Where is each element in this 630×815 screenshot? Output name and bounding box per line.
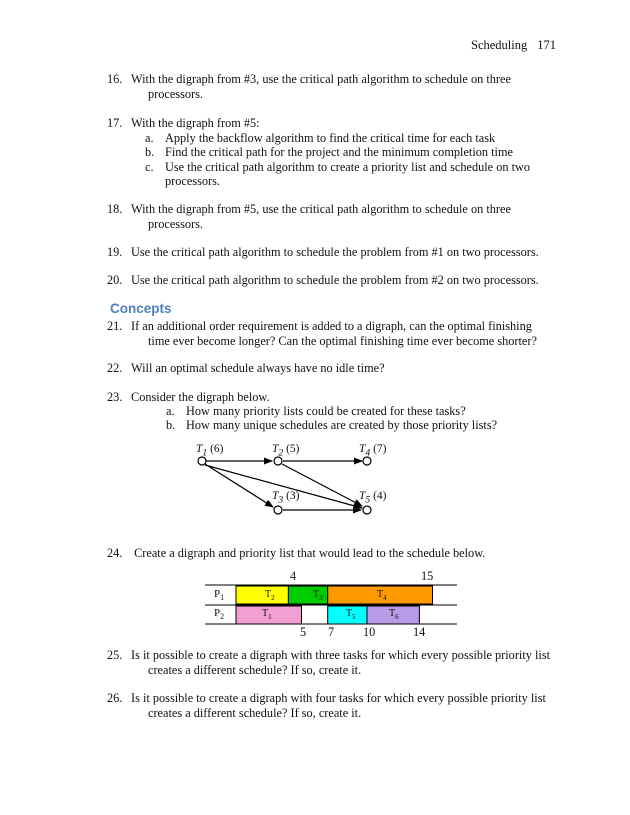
schedule-bar-p1-t2 — [236, 586, 288, 604]
item-text: Use the critical path algorithm to create a priority list and schedule on two — [165, 160, 531, 174]
question-text: Will an optimal schedule always have no idle time? — [131, 361, 385, 375]
page-number: 171 — [537, 38, 556, 52]
question-number: 24. — [107, 546, 123, 560]
tick-label-bottom-7: 7 — [328, 625, 335, 639]
question-text: Is it possible to create a digraph with four tasks for which every possible priority list — [131, 691, 546, 705]
item-text: Apply the backflow algorithm to find the critical time for each task — [165, 131, 496, 145]
node-label-t4: $T_4$ (7) — [359, 443, 387, 459]
question-text-cont: processors. — [148, 87, 203, 101]
question-26 — [107, 691, 571, 721]
question-number: 21. — [107, 319, 123, 333]
node-label-t1: $T_1$ (6) — [196, 443, 224, 459]
item-letter: b. — [166, 418, 176, 432]
question-text-cont: creates a different schedule? If so, create it. — [148, 706, 362, 720]
bar-label-p2-t5: $T_5$ — [346, 608, 356, 621]
bar-label-p2-t1: $T_1$ — [262, 608, 272, 621]
tick-label-top-15: 15 — [421, 569, 434, 583]
bar-label-p1-t4: $T_4$ — [377, 589, 387, 602]
question-number: 22. — [107, 361, 123, 375]
bar-label-p2-t6: $T_6$ — [389, 608, 399, 621]
item-text-cont: processors. — [165, 174, 220, 189]
question-number: 23. — [107, 390, 123, 404]
section-heading-concepts: Concepts — [110, 301, 172, 316]
question-text: Create a digraph and priority list that would lead to the schedule below. — [131, 546, 486, 560]
question-text: With the digraph from #5, use the critical path algorithm to schedule on three — [131, 202, 511, 216]
tick-label-top-4: 4 — [290, 569, 297, 583]
question-text: If an additional order requirement is added to a digraph, can the optimal finishing — [131, 319, 532, 333]
question-number: 17. — [107, 116, 123, 130]
bar-label-p1-t3: $T_3$ — [313, 589, 323, 602]
node-label-t2: $T_2$ (5) — [272, 443, 300, 459]
question-text: With the digraph from #5: — [131, 116, 260, 130]
row-label-p2: $P_2$ — [214, 607, 225, 622]
question-number: 18. — [107, 202, 123, 216]
question-number: 16. — [107, 72, 123, 86]
tick-label-bottom-10: 10 — [363, 625, 376, 639]
question-text: Use the critical path algorithm to schedule the problem from #2 on two processors. — [131, 273, 539, 287]
question-number: 20. — [107, 273, 123, 287]
tick-label-bottom-14: 14 — [413, 625, 426, 639]
question-text: Use the critical path algorithm to schedule the problem from #1 on two processors. — [131, 245, 539, 259]
question-text: Is it possible to create a digraph with three tasks for which every possible priority list — [131, 648, 551, 662]
question-text: Consider the digraph below. — [131, 390, 270, 404]
node-label-t3: $T_3$ (3) — [272, 490, 300, 506]
item-text: How many unique schedules are created by those priority lists? — [186, 418, 498, 432]
node-label-t5: $T_5$ (4) — [359, 490, 387, 506]
question-text-cont: creates a different schedule? If so, create it. — [148, 663, 362, 677]
question-25 — [107, 648, 571, 678]
tick-label-bottom-5: 5 — [300, 625, 307, 639]
item-letter: a. — [166, 404, 175, 418]
item-letter: c. — [145, 160, 154, 174]
row-label-p1: $P_1$ — [214, 588, 225, 603]
question-number: 26. — [107, 691, 123, 705]
question-text: With the digraph from #3, use the critical path algorithm to schedule on three — [131, 72, 511, 86]
question-number: 25. — [107, 648, 123, 662]
item-text: Find the critical path for the project and the minimum completion time — [165, 145, 513, 159]
question-text-cont: time ever become longer? Can the optimal finishing time ever become shorter? — [148, 334, 537, 348]
item-letter: b. — [145, 145, 155, 159]
question-text-cont: processors. — [148, 217, 203, 231]
item-text: How many priority lists could be created for these tasks? — [186, 404, 466, 418]
question-number: 19. — [107, 245, 123, 259]
chapter-title: Scheduling — [471, 38, 528, 52]
item-letter: a. — [145, 131, 154, 145]
bar-label-p1-t2: $T_2$ — [265, 589, 275, 602]
